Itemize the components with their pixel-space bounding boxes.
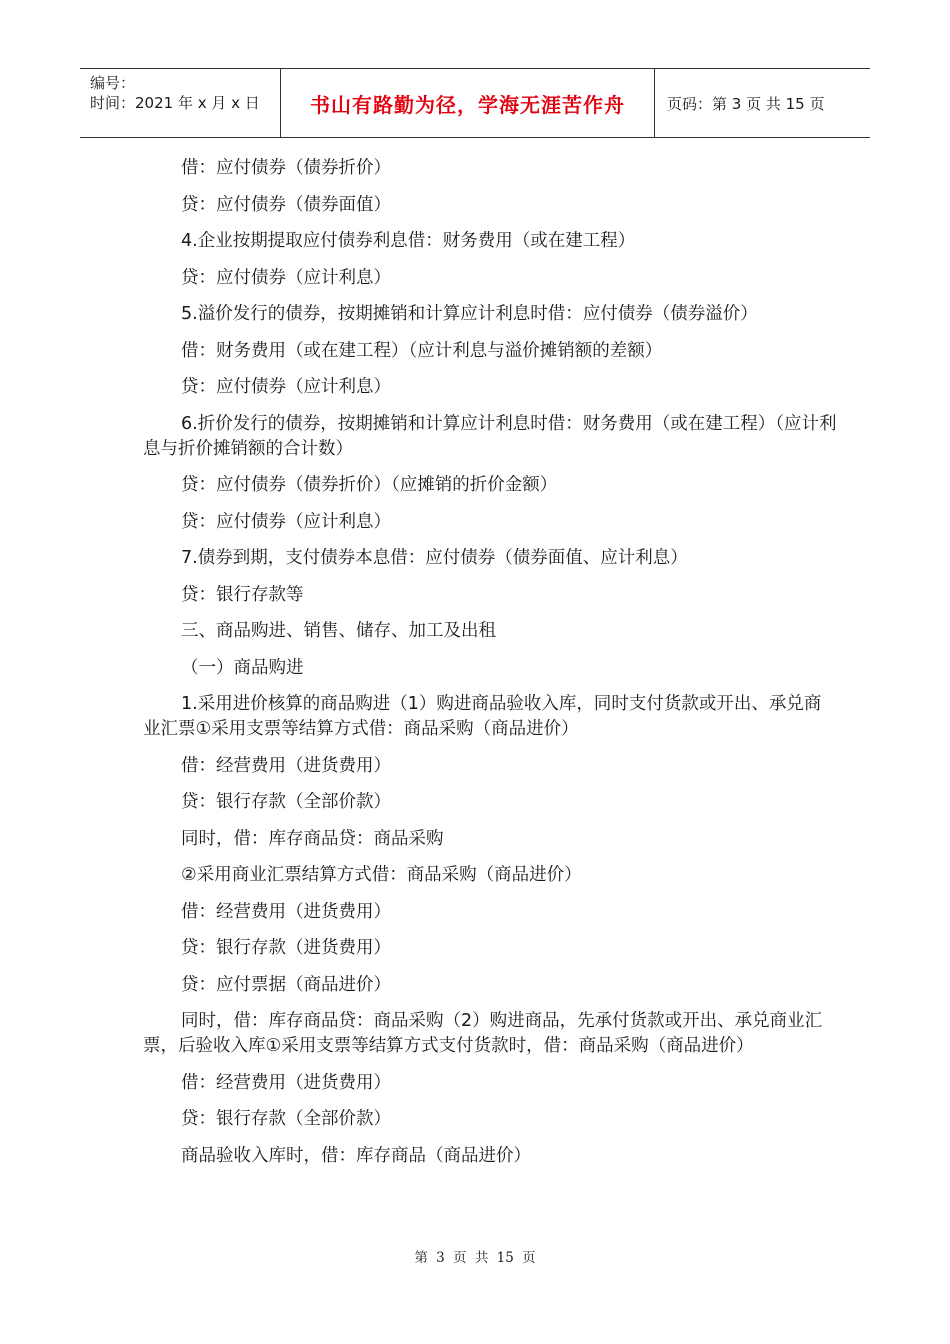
body-paragraph: 贷：银行存款（全部价款） xyxy=(181,1109,391,1129)
body-paragraph: ②采用商业汇票结算方式借：商品采购（商品进价） xyxy=(181,865,582,885)
body-paragraph: 借：经营费用（进货费用） xyxy=(181,901,391,922)
subsection-heading: （一）商品购进 xyxy=(181,657,304,678)
body-paragraph: 6.折价发行的债券，按期摊销和计算应计利息时借：财务费用（或在建工程）（应计利息与折价摊销额的合计数） xyxy=(143,413,837,459)
header-meta xyxy=(80,69,281,137)
page-header xyxy=(80,68,870,138)
header-page-indicator: 页码：第 3 页 共 15 页 xyxy=(667,94,825,113)
body-paragraph: 贷：应付债券（应计利息） xyxy=(181,511,391,532)
document-body xyxy=(143,156,838,1180)
section-heading: 三、商品购进、销售、储存、加工及出租 xyxy=(181,621,496,641)
body-paragraph: 借：经营费用（进货费用） xyxy=(181,1072,391,1093)
body-paragraph: 贷：应付债券（应计利息） xyxy=(181,267,391,288)
body-paragraph: 1.采用进价核算的商品购进（1）购进商品验收入库，同时支付货款或开出、承兑商业汇票①采用支票等结算方式借：商品采购（商品进价） xyxy=(143,694,822,739)
body-paragraph: 同时，借：库存商品贷：商品采购 xyxy=(181,828,444,849)
body-paragraph: 贷：银行存款（进货费用） xyxy=(181,938,391,958)
body-paragraph: 借：财务费用（或在建工程）（应计利息与溢价摊销额的差额） xyxy=(181,340,663,361)
body-paragraph: 贷：银行存款等 xyxy=(181,584,304,605)
body-paragraph: 借：经营费用（进货费用） xyxy=(181,755,391,776)
body-paragraph: 借：应付债券（债券折价） xyxy=(181,158,391,178)
body-paragraph: 贷：银行存款（全部价款） xyxy=(181,792,391,812)
body-paragraph: 5.溢价发行的债券，按期摊销和计算应计利息时借：应付债券（债券溢价） xyxy=(181,304,758,324)
body-paragraph: 贷：应付债券（债券折价）（应摊销的折价金额） xyxy=(181,475,558,495)
body-paragraph: 7.债券到期，支付债券本息借：应付债券（债券面值、应计利息） xyxy=(181,548,688,568)
document-date-label: 时间：2021 年 x 月 x 日 xyxy=(90,94,260,112)
body-paragraph: 贷：应付债券（应计利息） xyxy=(181,377,391,397)
body-paragraph: 贷：应付票据（商品进价） xyxy=(181,974,391,995)
body-paragraph: 同时，借：库存商品贷：商品采购（2）购进商品，先承付货款或开出、承兑商业汇票，后验收入库①采用支票等结算方式支付货款时，借：商品采购（商品进价） xyxy=(143,1011,823,1056)
body-paragraph: 商品验收入库时，借：库存商品（商品进价） xyxy=(181,1145,531,1166)
body-paragraph: 贷：应付债券（债券面值） xyxy=(181,194,391,215)
page-footer: 第 3 页 共 15 页 xyxy=(414,1250,536,1266)
header-motto: 书山有路勤为径，学海无涯苦作舟 xyxy=(281,69,655,137)
document-number-label: 编号： xyxy=(90,74,136,92)
body-paragraph: 4.企业按期提取应付债券利息借：财务费用（或在建工程） xyxy=(181,231,636,251)
